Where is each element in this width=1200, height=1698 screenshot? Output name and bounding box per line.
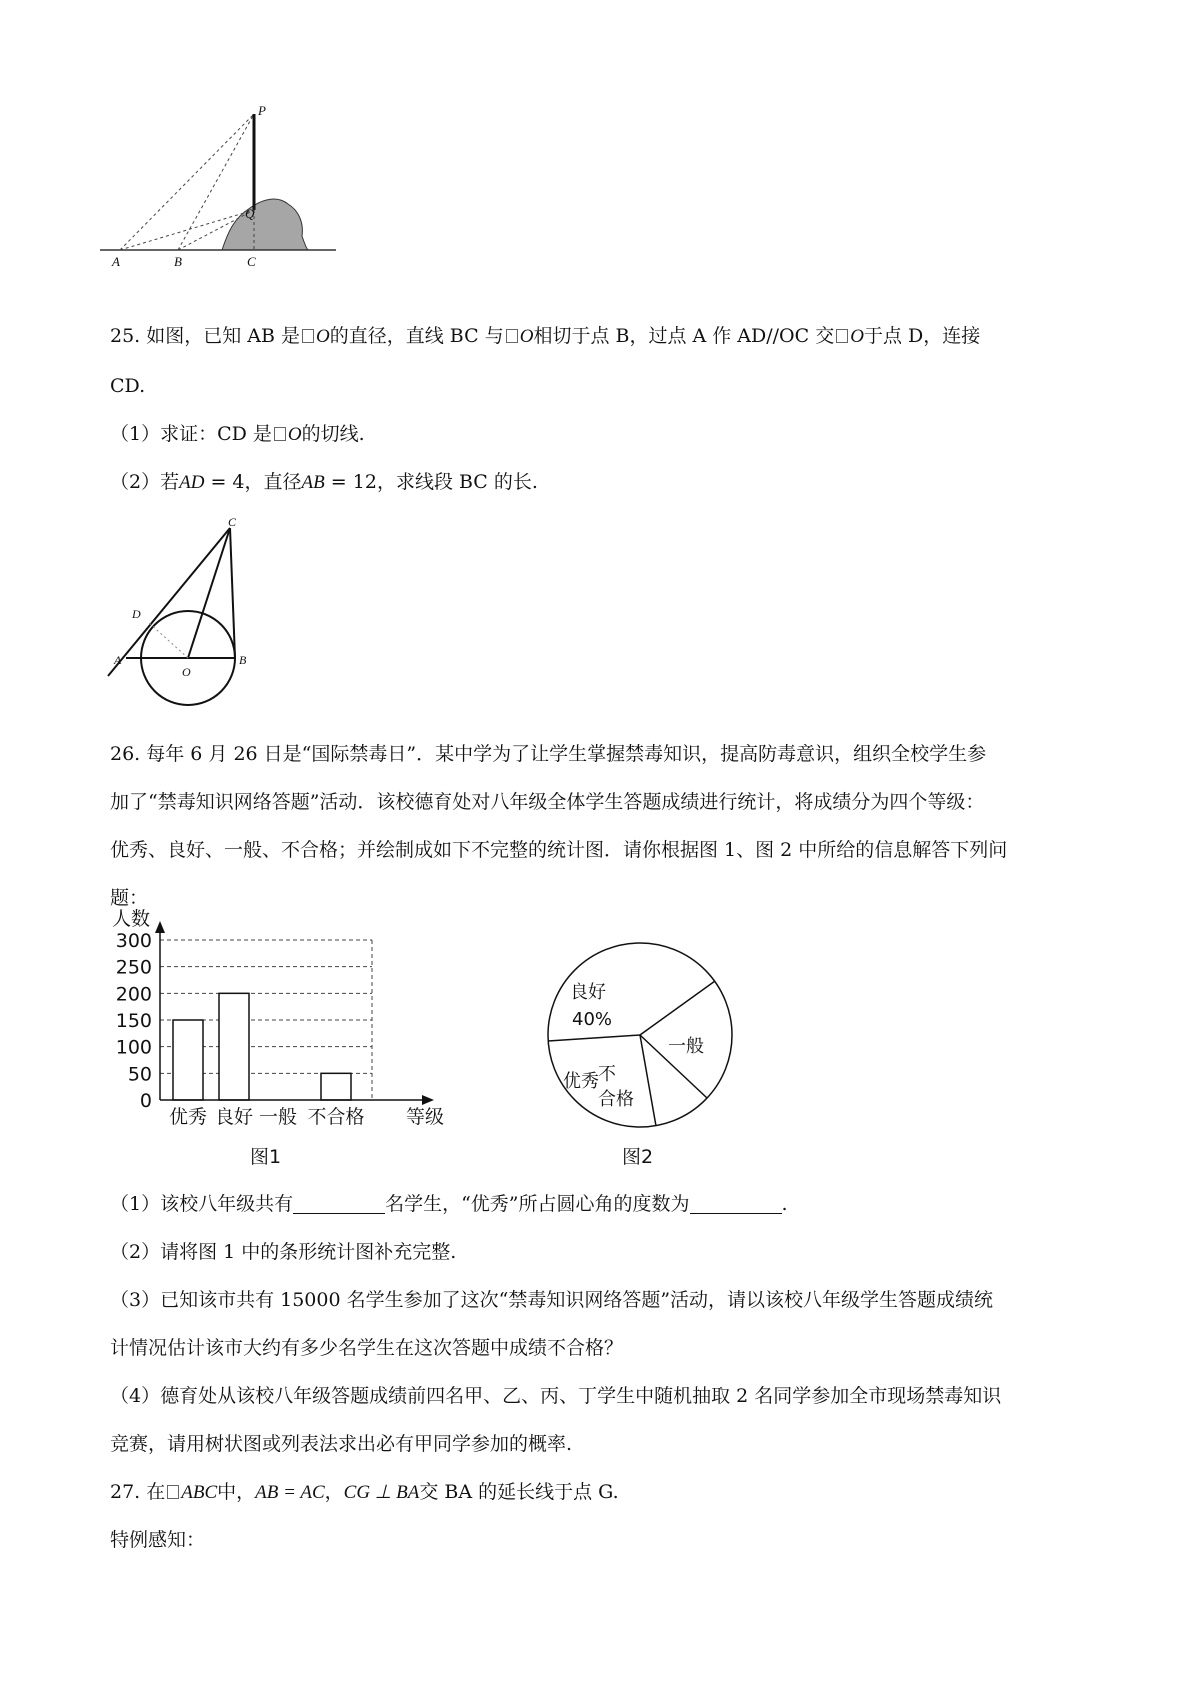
bar-1 bbox=[219, 993, 249, 1100]
q26-line3: 优秀、良好、一般、不合格；并绘制成如下不完整的统计图．请你根据图 1、图 2 中所给的信息解答下列问 bbox=[110, 839, 1008, 861]
bar-category-label: 不合格 bbox=[307, 1106, 365, 1128]
pie-label-good: 良好 bbox=[570, 982, 606, 1003]
figure-pole-hill bbox=[100, 100, 350, 270]
bar-ytick-label: 300 bbox=[115, 930, 152, 952]
bar-ylabel: 人数 bbox=[112, 908, 151, 930]
q26-part3-line1: （3）已知该市共有 15000 名学生参加了这次“禁毒知识网络答题”活动，请以该校八年级学生答题成绩统 bbox=[110, 1289, 994, 1311]
bar-xlabel: 等级 bbox=[406, 1106, 445, 1128]
pie-label-fail-line1: 不 bbox=[598, 1064, 616, 1085]
bar-ytick-label: 0 bbox=[139, 1090, 152, 1112]
q26-part4-line2: 竞赛，请用树状图或列表法求出必有甲同学参加的概率. bbox=[110, 1433, 573, 1455]
bar-category-label: 一般 bbox=[258, 1106, 298, 1128]
bar-ytick-label: 250 bbox=[115, 956, 152, 979]
q26-part1: （1）该校八年级共有 名学生，“优秀”所占圆心角的度数为 . bbox=[110, 1193, 788, 1215]
q25-line2: CD. bbox=[110, 375, 146, 397]
bar-chart-fig1 bbox=[100, 905, 460, 1170]
label-C: C bbox=[247, 254, 256, 269]
answer-blank-1[interactable] bbox=[293, 1193, 385, 1214]
bar-title: 图1 bbox=[250, 1146, 282, 1168]
bar-categories bbox=[169, 1106, 365, 1128]
pie-divider bbox=[548, 1035, 640, 1041]
q26-line4: 题： bbox=[110, 887, 149, 909]
pie-label-average: 一般 bbox=[668, 1036, 704, 1057]
q26-line1: 26. 每年 6 月 26 日是“国际禁毒日”．某中学为了让学生掌握禁毒知识，提高防毒意识，组织全校学生参 bbox=[110, 743, 987, 765]
answer-blank-2[interactable] bbox=[690, 1193, 782, 1214]
q25-line1: 25. 如图，已知 AB 是 O的直径，直线 BC 与 O相切于点 B，过点 A 作 AD//OC 交 O于点 D，连接 bbox=[110, 325, 981, 347]
q25-part2: （2）若AD = 4，直径AB = 12，求线段 BC 的长. bbox=[110, 471, 538, 493]
line-OC bbox=[188, 528, 230, 658]
dashed-OD bbox=[148, 622, 188, 658]
q27-line1: 27. 在 ABC中，AB = AC，CG ⊥ BA交 BA 的延长线于点 G. bbox=[110, 1481, 619, 1503]
label-O: O bbox=[182, 665, 191, 679]
label-C: C bbox=[228, 518, 237, 529]
q26-part3-line2: 计情况估计该市大约有多少名学生在这次答题中成绩不合格？ bbox=[110, 1337, 624, 1359]
label-Q: Q bbox=[245, 206, 255, 221]
bar-ytick-label: 200 bbox=[115, 983, 152, 1006]
bar-3 bbox=[321, 1073, 351, 1100]
pie-divider bbox=[640, 981, 715, 1035]
q26-part4-line1: （4）德育处从该校八年级答题成绩前四名甲、乙、丙、丁学生中随机抽取 2 名同学参加全市现场禁毒知识 bbox=[110, 1385, 1002, 1407]
circle-symbol bbox=[506, 329, 518, 343]
pie-chart-fig2 bbox=[530, 905, 750, 1170]
q26-part2: （2）请将图 1 中的条形统计图补充完整. bbox=[110, 1241, 457, 1263]
y-axis-arrow bbox=[155, 921, 165, 933]
circle-symbol bbox=[302, 329, 314, 343]
bar-0 bbox=[173, 1020, 203, 1100]
pie-label-fail-line2: 合格 bbox=[598, 1089, 634, 1110]
hill-shape bbox=[222, 199, 308, 250]
bar-ytick-label: 150 bbox=[115, 1010, 152, 1032]
q27-line2: 特例感知： bbox=[110, 1529, 206, 1551]
bar-category-label: 良好 bbox=[214, 1106, 254, 1128]
label-A: A bbox=[112, 254, 120, 269]
label-B: B bbox=[174, 254, 182, 269]
figure-circle-tangent bbox=[104, 518, 264, 708]
label-B: B bbox=[239, 653, 247, 667]
bar-category-label: 优秀 bbox=[168, 1106, 208, 1128]
label-D: D bbox=[132, 607, 141, 621]
bar-ytick-label: 100 bbox=[115, 1036, 152, 1059]
bar-y-ticks bbox=[116, 930, 152, 1112]
q26-line2: 加了“禁毒知识网络答题”活动．该校德育处对八年级全体学生答题成绩进行统计，将成绩分为四个等级： bbox=[110, 791, 985, 813]
label-P: P bbox=[258, 103, 266, 118]
pie-title: 图2 bbox=[622, 1146, 654, 1168]
line-DC-tangent bbox=[108, 528, 230, 676]
circle-symbol bbox=[836, 329, 848, 343]
circle-symbol bbox=[274, 427, 286, 441]
bar-ytick-label: 50 bbox=[127, 1063, 152, 1086]
pie-label-excellent: 优秀 bbox=[563, 1071, 599, 1092]
label-A: A bbox=[114, 653, 122, 667]
pie-percent-good: 40% bbox=[572, 1009, 613, 1030]
pie-label-fail bbox=[598, 1064, 634, 1110]
triangle-symbol bbox=[167, 1485, 179, 1499]
x-axis-arrow bbox=[422, 1095, 434, 1105]
q25-part1: （1）求证：CD 是 O的切线. bbox=[110, 423, 365, 445]
